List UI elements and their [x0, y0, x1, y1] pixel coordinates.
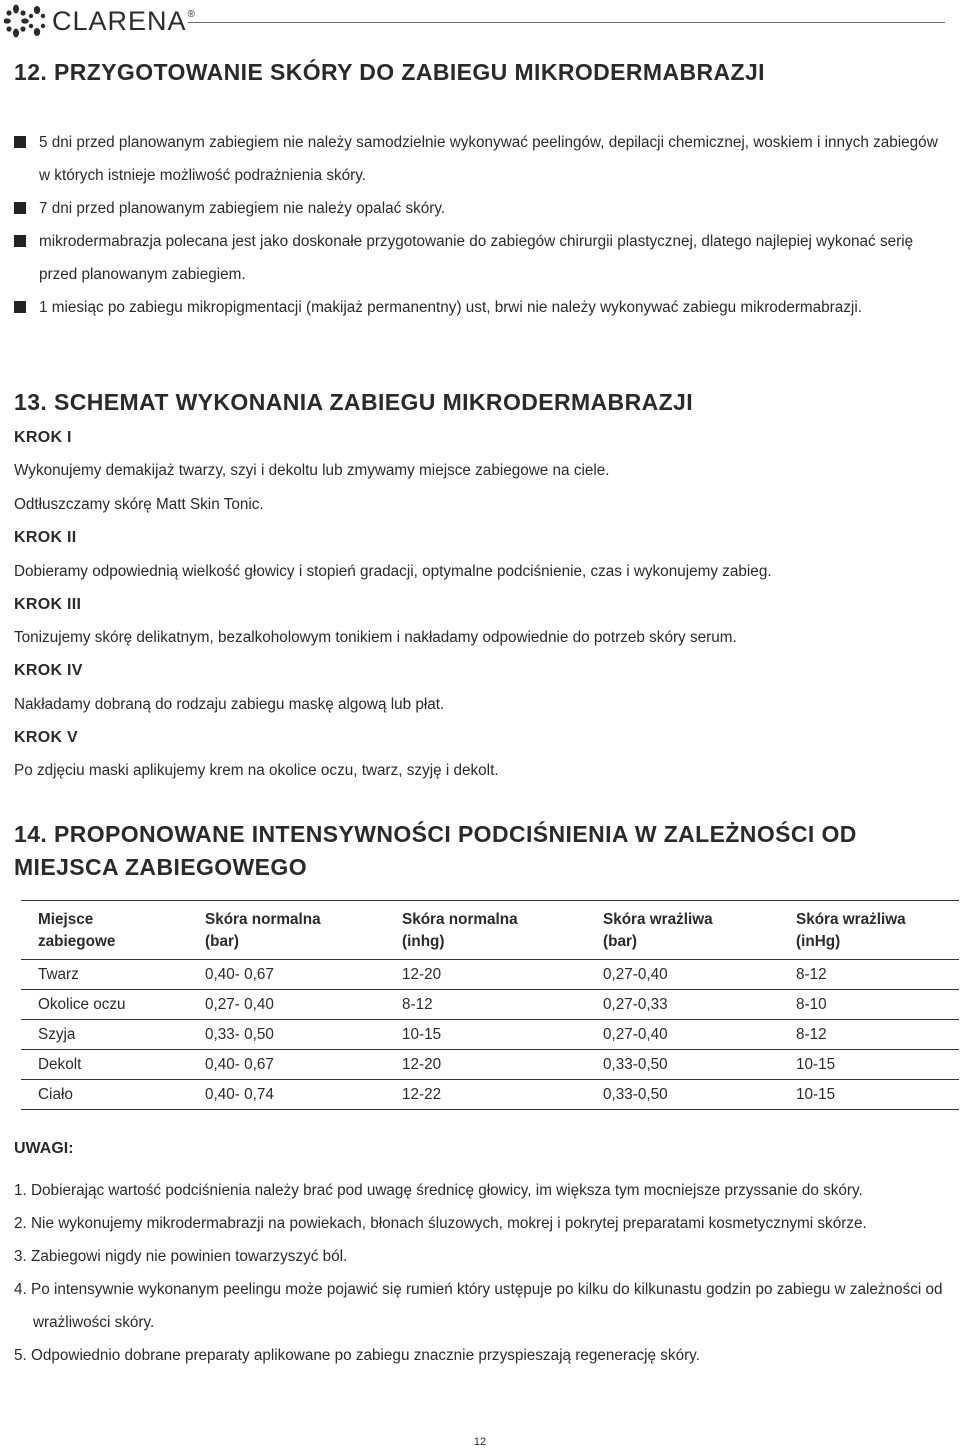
step-1-label: KROK I [14, 429, 72, 446]
flower-logo-icon [4, 4, 48, 38]
section-14-title-line-1: 14. PROPONOWANE INTENSYWNOŚCI PODCIŚNIENIA W ZALEŻNOŚCI OD [14, 821, 857, 847]
table-cell: 0,40- 0,67 [188, 960, 385, 990]
table-cell: 0,27-0,40 [586, 1020, 779, 1050]
section-14-title-line-2: MIEJSCA ZABIEGOWEGO [14, 854, 307, 880]
page-number: 12 [473, 1436, 487, 1448]
list-item: 3. Zabiegowi nigdy nie powinien towarzyszyć ból. [14, 1248, 348, 1265]
table-cell: 12-20 [385, 1050, 586, 1080]
list-item: 7 dni przed planowanym zabiegiem nie należy opalać skóry. [14, 192, 944, 225]
step-4-text: Nakładamy dobraną do rodzaju zabiegu maskę algową lub płat. [14, 696, 445, 713]
table-header-cell: Skóra wrażliwa (inHg) [779, 901, 959, 960]
table-cell: Dekolt [21, 1050, 188, 1080]
table-row [21, 1080, 959, 1110]
square-bullet-icon [14, 202, 26, 214]
section-12-bullet-list [14, 126, 944, 324]
list-item: 1 miesiąc po zabiegu mikropigmentacji (makijaż permanentny) ust, brwi nie należy wykonywać zabiegu mikrodermabrazji. [14, 291, 944, 324]
table-cell: 10-15 [385, 1020, 586, 1050]
step-3-label: KROK III [14, 596, 82, 613]
table-cell: 0,27-0,33 [586, 990, 779, 1020]
table-cell: 12-20 [385, 960, 586, 990]
step-5-text: Po zdjęciu maski aplikujemy krem na okolice oczu, twarz, szyję i dekolt. [14, 762, 499, 779]
table-cell: 8-12 [779, 1020, 959, 1050]
step-1-text-1: Wykonujemy demakijaż twarzy, szyi i dekoltu lub zmywamy miejsce zabiegowe na ciele. [14, 462, 610, 479]
notes-list [14, 1174, 949, 1372]
table-cell: 0,27-0,40 [586, 960, 779, 990]
list-item: 4. Po intensywnie wykonanym peelingu może pojawić się rumień który ustępuje po kilku do kilkunastu godzin po zabiegu w zależności od wrażliwości skóry. [14, 1281, 943, 1331]
table-cell: 0,33-0,50 [586, 1050, 779, 1080]
step-2-label: KROK II [14, 529, 77, 546]
table-cell: 8-12 [385, 990, 586, 1020]
table-cell: Szyja [21, 1020, 188, 1050]
table-row [21, 960, 959, 990]
table-cell: 10-15 [779, 1080, 959, 1110]
step-3-text: Tonizujemy skórę delikatnym, bezalkoholowym tonikiem i nakładamy odpowiednie do potrzeb skóry serum. [14, 629, 737, 646]
list-item: 5. Odpowiednio dobrane preparaty aplikowane po zabiegu znacznie przyspieszają regenerację skóry. [14, 1347, 700, 1364]
notes-title: UWAGI: [14, 1140, 74, 1157]
table-cell: 12-22 [385, 1080, 586, 1110]
list-item: 5 dni przed planowanym zabiegiem nie należy samodzielnie wykonywać peelingów, depilacji chemicznej, woskiem i innych zabiegów w których istnieje możliwość podrażnienia skóry. [14, 126, 944, 192]
square-bullet-icon [14, 301, 26, 313]
table-row [21, 1020, 959, 1050]
table-cell: 0,33-0,50 [586, 1080, 779, 1110]
table-cell: 8-12 [779, 960, 959, 990]
table-cell: 0,40- 0,67 [188, 1050, 385, 1080]
step-1-text-2: Odtłuszczamy skórę Matt Skin Tonic. [14, 496, 264, 513]
table-cell: 0,40- 0,74 [188, 1080, 385, 1110]
table-cell: 8-10 [779, 990, 959, 1020]
table-cell: 10-15 [779, 1050, 959, 1080]
table-header-cell: Miejsce zabiegowe [21, 901, 188, 960]
page-header [0, 0, 960, 44]
brand-name: CLARENA® [52, 5, 196, 36]
table-header-cell: Skóra wrażliwa (bar) [586, 901, 779, 960]
step-2-text: Dobieramy odpowiednią wielkość głowicy i stopień gradacji, optymalne podciśnienie, czas i wykonujemy zabieg. [14, 563, 772, 580]
table-cell: Okolice oczu [21, 990, 188, 1020]
table-row [21, 1050, 959, 1080]
section-12-title: 12. PRZYGOTOWANIE SKÓRY DO ZABIEGU MIKRODERMABRAZJI [14, 59, 765, 85]
header-divider [188, 22, 945, 23]
table-cell: Ciało [21, 1080, 188, 1110]
table-header-row [21, 901, 959, 960]
section-13-title: 13. SCHEMAT WYKONANIA ZABIEGU MIKRODERMABRAZJI [14, 389, 694, 415]
list-item: mikrodermabrazja polecana jest jako doskonałe przygotowanie do zabiegów chirurgii plastycznej, dlatego najlepiej wykonać serię przed planowanym zabiegiem. [14, 225, 944, 291]
step-4-label: KROK IV [14, 662, 83, 679]
step-5-label: KROK V [14, 729, 79, 746]
square-bullet-icon [14, 136, 26, 148]
list-item: 2. Nie wykonujemy mikrodermabrazji na powiekach, błonach śluzowych, mokrej i pokrytej preparatami kosmetycznymi skórze. [14, 1215, 867, 1232]
table-header-cell: Skóra normalna (bar) [188, 901, 385, 960]
pressure-table [21, 900, 959, 1110]
table-cell: 0,33- 0,50 [188, 1020, 385, 1050]
table-cell: 0,27- 0,40 [188, 990, 385, 1020]
square-bullet-icon [14, 235, 26, 247]
table-cell: Twarz [21, 960, 188, 990]
list-item: 1. Dobierając wartość podciśnienia należy brać pod uwagę średnicę głowicy, im większa tym mocniejsze przyssanie do skóry. [14, 1182, 863, 1199]
table-row [21, 990, 959, 1020]
table-header-cell: Skóra normalna (inhg) [385, 901, 586, 960]
brand-logo [4, 4, 196, 38]
